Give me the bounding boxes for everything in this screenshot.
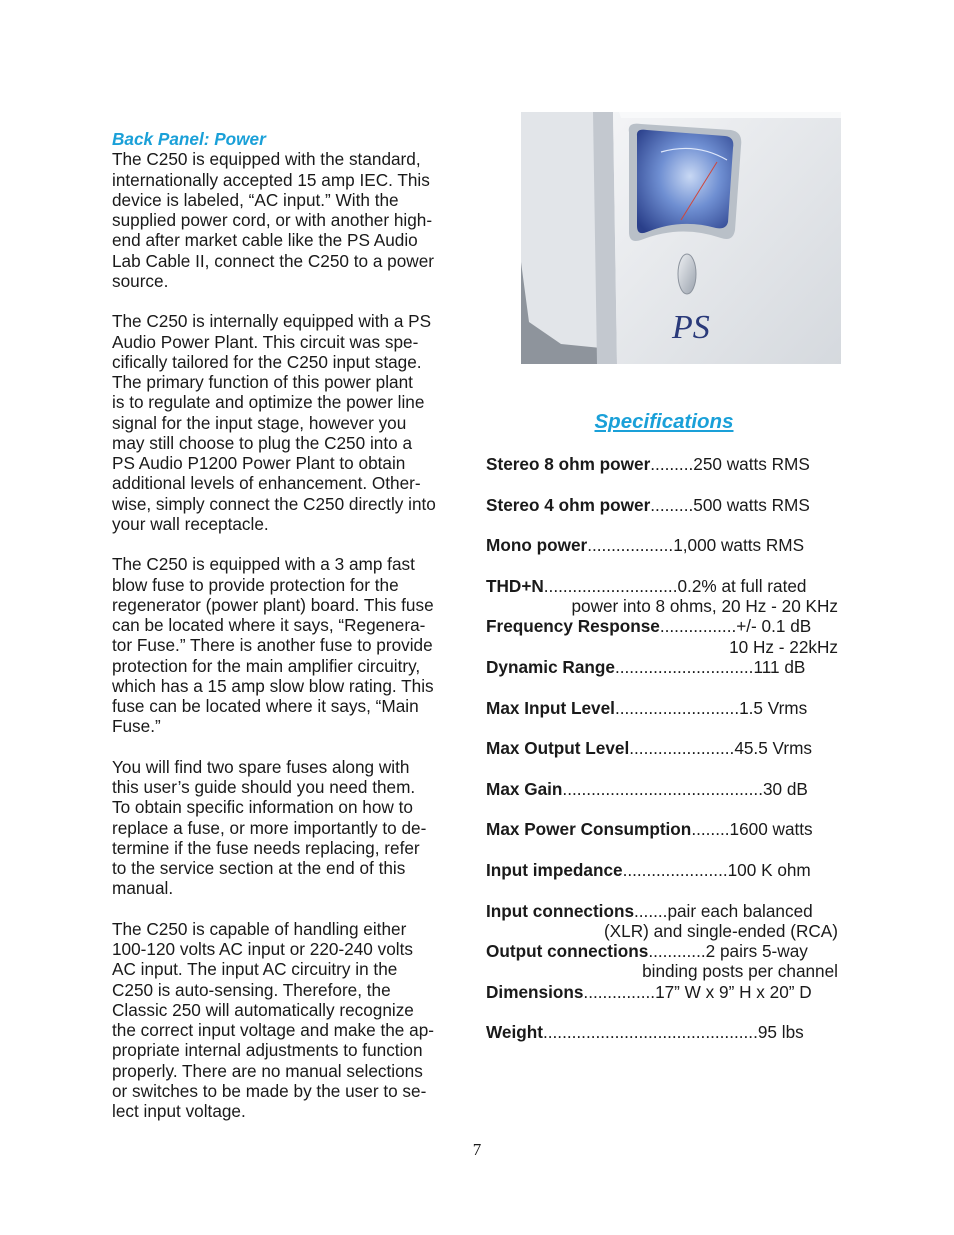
- text-line: is to regulate and optimize the power line: [112, 392, 425, 413]
- text-line: blow fuse to provide protection for the: [112, 574, 399, 595]
- spec-value: 500 watts RMS: [693, 494, 810, 515]
- spec-leader-dots: ............................: [543, 575, 678, 596]
- spec-leader-dots: ...............: [583, 981, 656, 1002]
- spec-leader-dots: .........: [650, 454, 694, 474]
- spec-label: Input impedance: [486, 859, 623, 880]
- spec-leader-dots: ......................: [622, 859, 728, 880]
- back-panel-section: [112, 129, 472, 1121]
- specifications-title: Specifications: [594, 410, 734, 433]
- text-line: wise, simply connect the C250 directly into: [112, 493, 436, 514]
- spec-value-continued: binding posts per channel: [642, 961, 838, 982]
- text-line: Classic 250 will automatically recognize: [112, 999, 414, 1020]
- spec-leader-dots: .......: [634, 900, 668, 921]
- spec-leader-dots: .............................: [614, 656, 754, 677]
- text-line: your wall receptacle.: [112, 513, 269, 534]
- paragraph: [112, 919, 472, 1122]
- body-text: [112, 149, 472, 1121]
- specifications-list: [486, 454, 842, 1063]
- spec-label: Stereo 8 ohm power: [486, 454, 651, 474]
- text-line: Fuse.”: [112, 716, 161, 737]
- spec-value: 1600 watts: [729, 819, 813, 840]
- spec-label: Max Input Level: [486, 697, 615, 718]
- spec-label: Max Gain: [486, 778, 563, 799]
- amplifier-illustration: [521, 112, 841, 364]
- text-line: properly. There are no manual selections: [112, 1060, 423, 1081]
- spec-item: [486, 616, 842, 657]
- text-line: cifically tailored for the C250 input stage.: [112, 351, 422, 372]
- paragraph: [112, 757, 472, 899]
- spec-item: [486, 901, 842, 942]
- spec-item: [486, 454, 842, 495]
- spec-label: Dimensions: [486, 981, 584, 1002]
- text-line: internationally accepted 15 amp IEC. This: [112, 169, 430, 190]
- paragraph: [112, 311, 472, 534]
- text-line: propriate internal adjustments to function: [112, 1040, 423, 1061]
- spec-value: 30 dB: [762, 778, 808, 799]
- text-line: can be located where it says, “Regenera-: [112, 615, 426, 635]
- ps-logo: PS: [672, 309, 710, 346]
- text-line: lect input voltage.: [112, 1101, 246, 1121]
- spec-item: [486, 738, 842, 779]
- text-line: termine if the fuse needs replacing, refer: [112, 837, 420, 858]
- text-line: fuse can be located where it says, “Main: [112, 696, 419, 716]
- text-line: AC input. The input AC circuitry in the: [112, 959, 398, 980]
- spec-item: [486, 982, 842, 1023]
- spec-label: Max Output Level: [486, 738, 630, 759]
- spec-label: Input connections: [486, 900, 634, 921]
- text-line: supplied power cord, or with another high-: [112, 210, 433, 230]
- spec-item: [486, 698, 842, 739]
- text-line: may still choose to plug the C250 into a: [112, 432, 413, 453]
- text-line: PS Audio P1200 Power Plant to obtain: [112, 453, 406, 473]
- text-line: to the service section at the end of this: [112, 858, 406, 878]
- spec-value: 45.5 Vrms: [734, 738, 812, 759]
- spec-leader-dots: ..........................................: [562, 778, 763, 799]
- spec-leader-dots: .........: [650, 494, 694, 515]
- text-line: additional levels of enhancement. Other-: [112, 473, 421, 494]
- amplifier-photo: [521, 112, 841, 364]
- text-line: which has a 15 amp slow blow rating. This: [112, 675, 434, 696]
- text-line: The C250 is internally equipped with a PS: [112, 311, 432, 332]
- spec-leader-dots: ............: [648, 941, 706, 962]
- text-line: The C250 is capable of handling either: [112, 918, 407, 939]
- spec-item: [486, 535, 842, 576]
- spec-leader-dots: ................: [659, 616, 737, 637]
- text-line: Audio Power Plant. This circuit was spe-: [112, 331, 419, 352]
- text-line: or switches to be made by the user to se-: [112, 1080, 427, 1101]
- spec-label: Weight: [486, 1022, 543, 1043]
- spec-item: [486, 576, 842, 617]
- text-line: The primary function of this power plant: [112, 372, 413, 392]
- spec-label: Frequency Response: [486, 616, 660, 637]
- text-line: this user’s guide should you need them.: [112, 777, 416, 797]
- spec-value-continued: power into 8 ohms, 20 Hz - 20 KHz: [571, 596, 838, 617]
- text-line: manual.: [112, 878, 174, 899]
- spec-label: Mono power: [486, 535, 588, 556]
- spec-leader-dots: ..........................: [614, 697, 740, 718]
- text-line: You will find two spare fuses along with: [112, 756, 410, 777]
- text-line: Lab Cable II, connect the C250 to a power: [112, 250, 434, 271]
- paragraph: [112, 149, 472, 291]
- spec-value-continued: 10 Hz - 22kHz: [729, 636, 838, 657]
- spec-value: 1,000 watts RMS: [673, 535, 805, 556]
- spec-leader-dots: ........: [691, 819, 730, 840]
- section-heading: Back Panel: Power: [112, 129, 266, 149]
- text-line: The C250 is equipped with the standard,: [112, 149, 421, 170]
- text-line: device is labeled, “AC input.” With the: [112, 189, 399, 210]
- spec-item: [486, 819, 842, 860]
- text-line: end after market cable like the PS Audio: [112, 230, 418, 251]
- text-line: the correct input voltage and make the ap-: [112, 1020, 434, 1040]
- text-line: signal for the input stage, however you: [112, 412, 407, 433]
- spec-value: 0.2% at full rated: [677, 575, 807, 596]
- spec-value: 1.5 Vrms: [739, 697, 808, 718]
- spec-value: 95 lbs: [757, 1022, 804, 1043]
- spec-label: Stereo 4 ohm power: [486, 494, 651, 515]
- page-number: 7: [472, 1140, 482, 1159]
- text-line: protection for the main amplifier circuitry,: [112, 655, 421, 676]
- spec-item: [486, 860, 842, 901]
- spec-label: Output connections: [486, 941, 649, 962]
- spec-value: 250 watts RMS: [693, 454, 810, 474]
- spec-value: 2 pairs 5-way: [705, 941, 808, 962]
- text-line: tor Fuse.” There is another fuse to provide: [112, 635, 433, 656]
- spec-item: [486, 657, 842, 698]
- spec-item: [486, 1022, 842, 1063]
- spec-value: 17” W x 9” H x 20” D: [655, 981, 812, 1002]
- spec-item: [486, 941, 842, 982]
- spec-leader-dots: ..................: [587, 535, 674, 556]
- text-line: source.: [112, 270, 169, 291]
- text-line: To obtain specific information on how to: [112, 797, 413, 818]
- text-line: 100-120 volts AC input or 220-240 volts: [112, 939, 413, 959]
- spec-label: THD+N: [486, 575, 544, 596]
- text-line: C250 is auto-sensing. Therefore, the: [112, 979, 391, 1000]
- spec-label: Dynamic Range: [486, 656, 615, 677]
- spec-leader-dots: .............................................: [542, 1022, 758, 1043]
- spec-value: pair each balanced: [667, 900, 813, 921]
- paragraph: [112, 554, 472, 736]
- text-line: replace a fuse, or more importantly to de-: [112, 817, 427, 838]
- spec-label: Max Power Consumption: [486, 819, 692, 840]
- spec-value: 100 K ohm: [727, 859, 811, 880]
- spec-value: +/- 0.1 dB: [736, 616, 812, 637]
- spec-value: 111 dB: [753, 656, 806, 677]
- spec-value-continued: (XLR) and single-ended (RCA): [603, 920, 838, 941]
- text-line: regenerator (power plant) board. This fuse: [112, 594, 434, 615]
- spec-item: [486, 779, 842, 820]
- spec-item: [486, 495, 842, 536]
- text-line: The C250 is equipped with a 3 amp fast: [112, 554, 415, 575]
- spec-leader-dots: ......................: [629, 738, 735, 759]
